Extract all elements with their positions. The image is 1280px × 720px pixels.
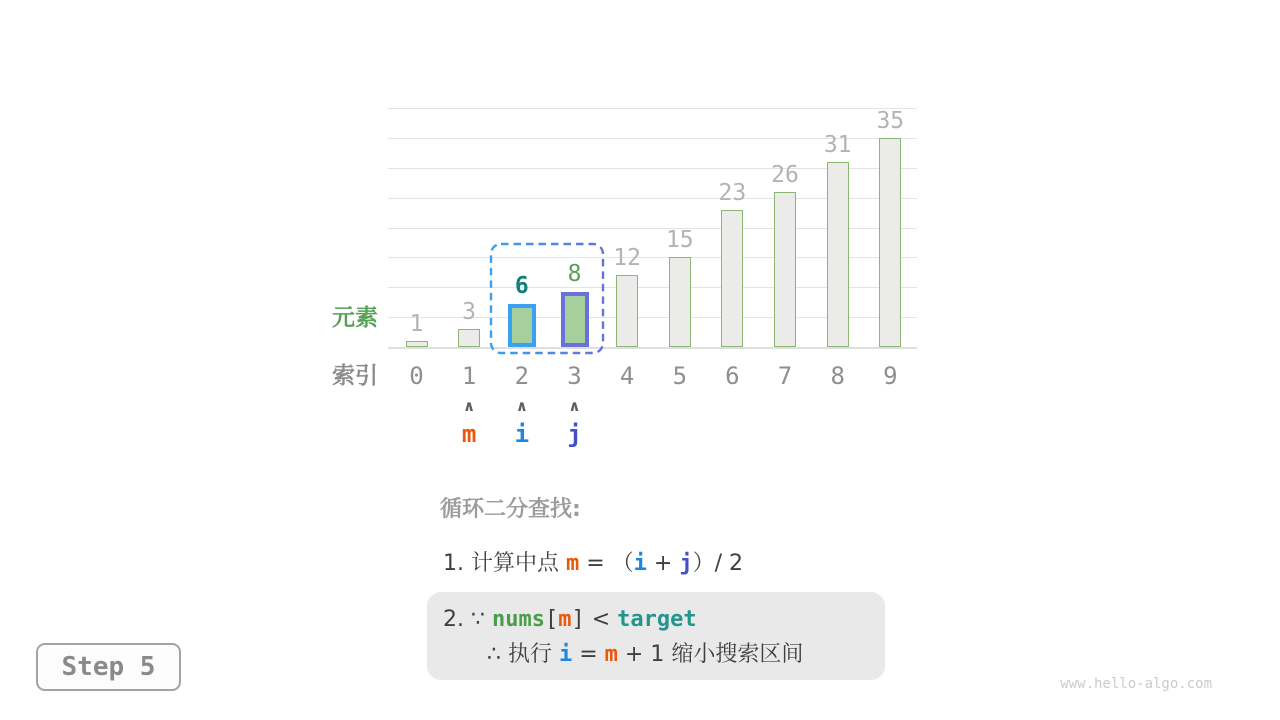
- array-bar: [669, 257, 691, 347]
- text-token: target: [617, 607, 697, 632]
- text-token: ]: [571, 607, 585, 632]
- index-label: 7: [777, 362, 793, 390]
- text-token: +: [646, 551, 680, 576]
- search-interval-selection-box: [489, 242, 605, 356]
- bar-value-label: 26: [771, 161, 799, 188]
- gridline: [388, 108, 917, 109]
- array-bar: [458, 329, 480, 347]
- text-token: ∴ 执行: [487, 642, 559, 667]
- pointer-arrow-icon: ∧: [515, 397, 528, 415]
- step2-reason-box: [427, 592, 885, 680]
- pointer-label-m: m: [461, 420, 477, 448]
- watermark: www.hello-algo.com: [1060, 676, 1212, 692]
- array-bar: [774, 192, 796, 347]
- bar-value-label: 35: [876, 107, 905, 134]
- index-label: 6: [725, 362, 740, 390]
- step1-formula-line: [443, 549, 743, 579]
- text-token: = （: [579, 551, 634, 576]
- text-token: m: [558, 607, 572, 632]
- text-token: m: [565, 551, 580, 576]
- text-token: j: [679, 551, 693, 576]
- bar-value-label: 8: [567, 261, 582, 288]
- pointer-arrow-icon: ∧: [568, 397, 581, 415]
- loop-heading: 循环二分查找:: [440, 497, 581, 522]
- element-axis-caption: 元素: [332, 305, 378, 331]
- x-axis-baseline: [388, 347, 917, 349]
- index-label: 0: [409, 362, 424, 390]
- index-label: 4: [619, 362, 635, 390]
- bar-value-label: 6: [514, 273, 529, 300]
- text-token: m: [604, 642, 618, 667]
- text-token: ）/ 2: [692, 551, 743, 576]
- text-token: <: [584, 607, 618, 632]
- text-token: 2. ∵: [443, 607, 492, 632]
- step2-condition-line: [443, 605, 869, 635]
- bar-value-label: 3: [462, 299, 477, 326]
- step-button[interactable]: [36, 643, 181, 691]
- pointer-label-i: i: [514, 420, 530, 448]
- array-bar: [879, 138, 901, 347]
- step2-action-line: [443, 640, 869, 670]
- index-label: 5: [672, 362, 688, 390]
- index-label: 2: [514, 362, 530, 390]
- pointer-arrow-icon: ∧: [463, 397, 476, 415]
- array-bar: [827, 162, 849, 347]
- step-button-label: Step 5: [61, 652, 156, 682]
- array-bar: [616, 275, 638, 347]
- pointer-label-j: j: [567, 420, 582, 448]
- index-label: 9: [883, 362, 898, 390]
- bar-value-label: 1: [409, 311, 424, 337]
- text-token: + 1 缩小搜索区间: [617, 642, 804, 667]
- bar-value-label: 31: [823, 131, 852, 158]
- bar-value-label: 12: [613, 245, 641, 272]
- text-token: i: [558, 642, 573, 667]
- index-label: 8: [830, 362, 845, 390]
- bar-value-label: 15: [665, 227, 694, 254]
- bar-value-label: 23: [718, 179, 747, 206]
- index-label: 1: [461, 362, 477, 390]
- text-token: [: [544, 607, 559, 632]
- text-token: i: [633, 551, 647, 576]
- text-token: =: [572, 642, 605, 667]
- array-bar: [721, 210, 743, 347]
- index-axis-caption: 索引: [332, 363, 378, 389]
- index-label: 3: [567, 362, 582, 390]
- array-bar: [406, 341, 428, 347]
- text-token: nums: [491, 607, 545, 632]
- text-token: 1. 计算中点: [443, 551, 566, 576]
